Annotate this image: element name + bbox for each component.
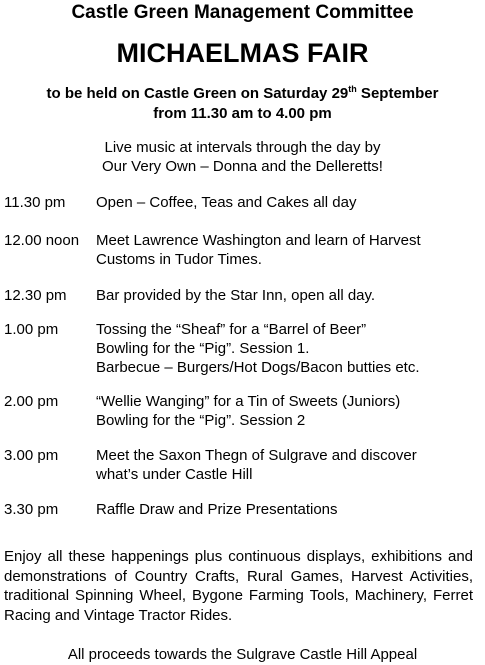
- schedule-description: [96, 231, 482, 269]
- schedule-time: 12.30 pm: [4, 287, 67, 304]
- schedule-time: 1.00 pm: [4, 321, 59, 338]
- schedule-description: [96, 320, 482, 377]
- schedule-time: 11.30 pm: [4, 194, 66, 211]
- schedule-line: Meet the Saxon Thegn of Sulgrave and discover: [96, 447, 417, 464]
- schedule-description: [96, 392, 482, 430]
- proceeds-note: All proceeds towards the Sulgrave Castle Hill Appeal: [67, 646, 418, 663]
- schedule-time: 2.00 pm: [4, 393, 59, 410]
- schedule-line: Tossing the “Sheaf” for a “Barrel of Beer”: [96, 321, 367, 338]
- schedule-line: Customs in Tudor Times.: [96, 251, 262, 268]
- date-month: September: [356, 85, 439, 102]
- music-line-2: Our Very Own – Donna and the Delleretts!: [102, 158, 383, 175]
- activities-paragraph: Enjoy all these happenings plus continuous displays, exhibitions and demonstrations of Country Crafts, Rural Games, Harvest Activities, traditional Spinning Wheel, Bygone Farming Tools, Machinery, Ferret Racing and Vintage Tractor Rides.: [4, 548, 473, 624]
- live-music-notice: [0, 138, 485, 176]
- schedule-description: [96, 500, 482, 519]
- schedule-line: Raffle Draw and Prize Presentations: [96, 501, 338, 518]
- organisation-heading: Castle Green Management Committee: [71, 2, 414, 23]
- schedule-line: Bar provided by the Star Inn, open all day.: [96, 287, 376, 304]
- music-line-1: Live music at intervals through the day by: [104, 139, 381, 156]
- schedule-description: [96, 286, 482, 305]
- schedule-description: [96, 446, 482, 484]
- event-title: MICHAELMAS FAIR: [116, 38, 369, 68]
- schedule-line: what’s under Castle Hill: [96, 466, 253, 483]
- schedule-line: Meet Lawrence Washington and learn of Harvest: [96, 232, 421, 249]
- location-date-text: to be held on Castle Green on Saturday 29: [46, 85, 349, 102]
- schedule-time: 3.00 pm: [4, 447, 59, 464]
- schedule-line: Bowling for the “Pig”. Session 1.: [96, 340, 310, 357]
- schedule-time: 3.30 pm: [4, 501, 59, 518]
- location-date-line: [0, 84, 485, 104]
- hours-line: from 11.30 am to 4.00 pm: [153, 105, 332, 122]
- schedule-time: 12.00 noon: [4, 232, 80, 249]
- date-ordinal-suffix: th: [348, 84, 357, 94]
- schedule-line: “Wellie Wanging” for a Tin of Sweets (Juniors): [96, 393, 401, 410]
- event-date-block: [0, 84, 485, 124]
- schedule-line: Open – Coffee, Teas and Cakes all day: [96, 194, 357, 211]
- schedule-description: [96, 193, 482, 212]
- schedule-line: Bowling for the “Pig”. Session 2: [96, 412, 306, 429]
- schedule-line: Barbecue – Burgers/Hot Dogs/Bacon butties etc.: [96, 359, 420, 376]
